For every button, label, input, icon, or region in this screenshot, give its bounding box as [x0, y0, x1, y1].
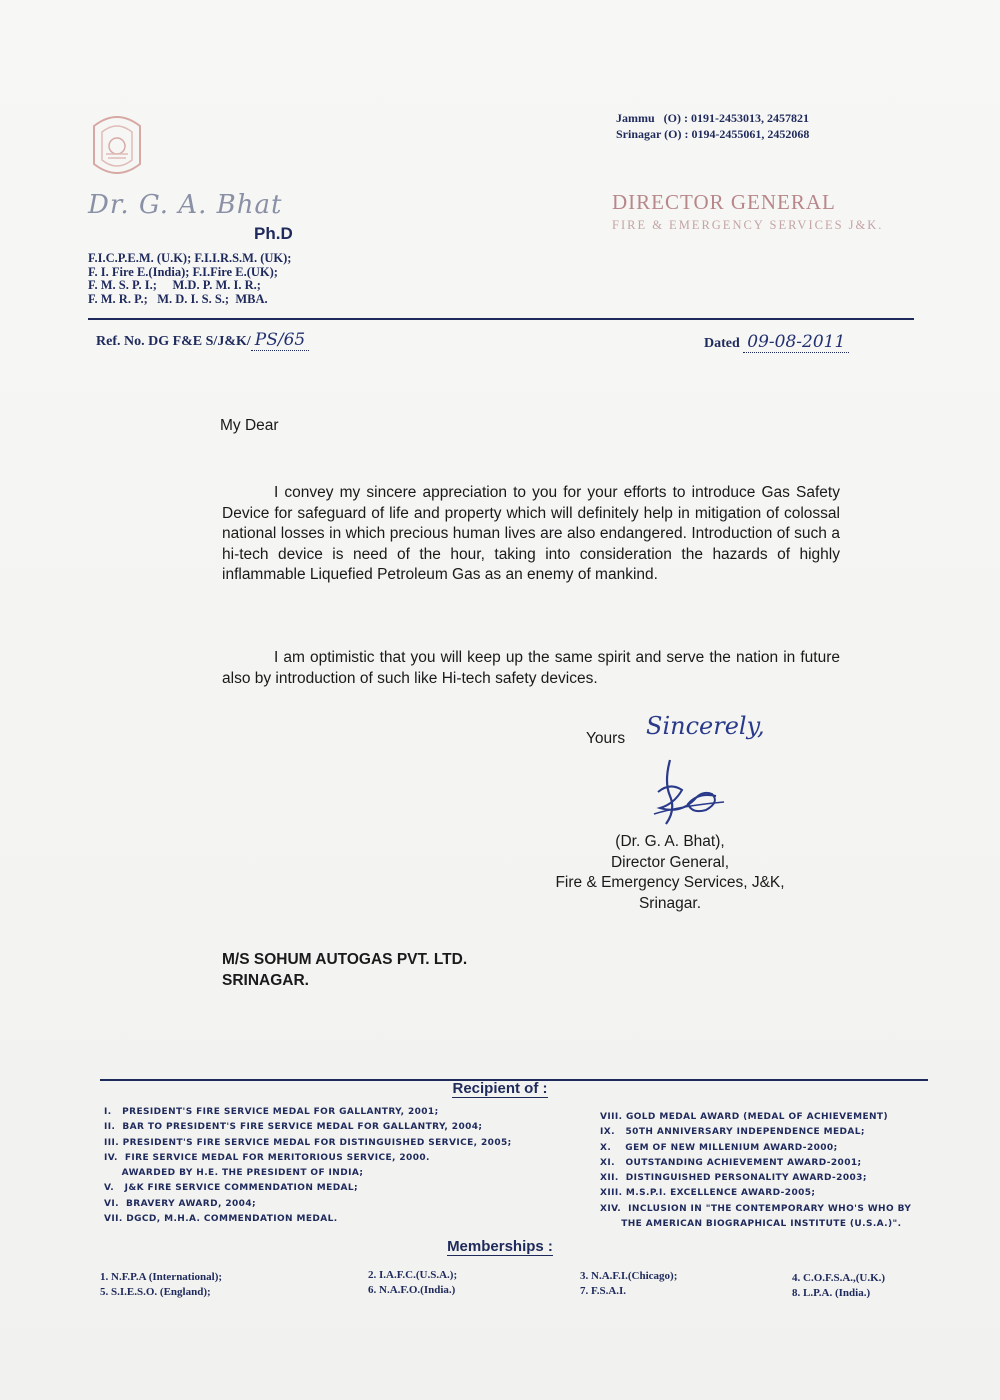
phone-jammu: Jammu (O) : 0191-2453013, 2457821 [616, 111, 809, 125]
award-item: XI. OUTSTANDING ACHIEVEMENT AWARD-2001; [600, 1157, 862, 1168]
handwritten-signature [640, 752, 730, 832]
membership-item: 5. S.I.E.S.O. (England); [100, 1286, 211, 1298]
award-item: II. BAR TO PRESIDENT'S FIRE SERVICE MEDAL FOR GALLANTRY, 2004; [104, 1122, 483, 1133]
award-item: THE AMERICAN BIOGRAPHICAL INSTITUTE (U.S.A.)". [600, 1219, 902, 1230]
qualification-line: F.I.C.P.E.M. (U.K); F.I.I.R.S.M. (UK); [88, 251, 292, 265]
phone-srinagar: Srinagar (O) : 0194-2455061, 2452068 [616, 127, 810, 141]
membership-item: 3. N.A.F.I.(Chicago); [580, 1270, 678, 1282]
award-item: VIII. GOLD MEDAL AWARD (MEDAL OF ACHIEVEMENT) [600, 1112, 888, 1122]
membership-item: 8. L.P.A. (India.) [792, 1287, 871, 1299]
dated-label: Dated [704, 336, 740, 351]
office-title: DIRECTOR GENERAL [612, 190, 836, 214]
degree: Ph.D [254, 224, 293, 243]
membership-column [100, 1270, 222, 1300]
signoff-designation: Director General, [610, 853, 729, 871]
award-item: V. J&K FIRE SERVICE COMMENDATION MEDAL; [104, 1183, 359, 1194]
paragraph-appreciation: I convey my sincere appreciation to you for your efforts to introduce Gas Safety Device for safeguard of life and property which will definitely help in mitigation of colossal national losses in which precious human lives are also endangered. Introduction of such a hi-tech device is need of the hour, taking into consideration the hazards of highly inflammable Liquefied Petroleum Gas as an enemy of mankind. [222, 484, 840, 583]
signoff-name: (Dr. G. A. Bhat), [615, 833, 725, 850]
reference-number [96, 330, 309, 350]
paragraph-optimism: I am optimistic that you will keep up the same spirit and serve the nation in future also by introduction of such like Hi-tech safety devices. [222, 649, 840, 687]
award-item: I. PRESIDENT'S FIRE SERVICE MEDAL FOR GALLANTRY, 2001; [104, 1107, 439, 1117]
membership-item: 1. N.F.P.A (International); [100, 1271, 223, 1283]
emblem-icon [84, 106, 150, 186]
dated [704, 332, 849, 352]
signoff-city: Srinagar. [638, 894, 702, 912]
closing-sincerely-handwritten: Sincerely, [646, 712, 765, 740]
award-item: III. PRESIDENT'S FIRE SERVICE MEDAL FOR DISTINGUISHED SERVICE, 2005; [104, 1137, 512, 1148]
award-item: XIII. M.S.P.I. EXCELLENCE AWARD-2005; [600, 1188, 816, 1199]
qualification-line: F. I. Fire E.(India); F.I.Fire E.(UK); [88, 264, 278, 279]
membership-column [580, 1269, 677, 1299]
letterhead-signature-name: Dr. G. A. Bhat [88, 190, 283, 220]
membership-item: 7. F.S.A.I. [580, 1285, 627, 1297]
office-subtitle: FIRE & EMERGENCY SERVICES J&K. [612, 218, 884, 232]
membership-column [792, 1271, 885, 1301]
award-item: IX. 50TH ANNIVERSARY INDEPENDENCE MEDAL; [600, 1127, 865, 1138]
signoff-block [532, 832, 808, 914]
salutation: My Dear [220, 417, 279, 434]
recipient-heading-text: Recipient of : [452, 1080, 548, 1097]
membership-column [368, 1268, 457, 1298]
award-item: VII. DGCD, M.H.A. COMMENDATION MEDAL. [104, 1214, 338, 1225]
addressee-city: SRINAGAR. [222, 971, 309, 989]
addressee-company: M/S SOHUM AUTOGAS PVT. LTD. [222, 951, 468, 968]
memberships-heading-text: Memberships : [447, 1238, 553, 1255]
qualifications [88, 252, 291, 306]
award-item: IV. FIRE SERVICE MEDAL FOR MERITORIOUS SERVICE, 2000. [104, 1152, 430, 1163]
award-item: XIV. INCLUSION IN "THE CONTEMPORARY WHO'S WHO BY [600, 1203, 912, 1214]
ref-label: Ref. No. DG F&E S/J&K/ [96, 334, 251, 349]
memberships-heading [0, 1238, 1000, 1255]
award-item: X. GEM OF NEW MILLENIUM AWARD-2000; [600, 1142, 838, 1153]
qualification-line: F. M. S. P. I.; M.D. P. M. I. R.; [88, 278, 261, 292]
addressee [222, 950, 467, 991]
ref-handwritten-number: PS/65 [251, 330, 309, 351]
award-item: VI. BRAVERY AWARD, 2004; [104, 1198, 256, 1209]
award-item: AWARDED BY H.E. THE PRESIDENT OF INDIA; [104, 1168, 364, 1179]
header-divider [88, 318, 914, 320]
recipient-heading [0, 1080, 1000, 1097]
awards-list-right [600, 1110, 930, 1232]
handwritten-date: 09-08-2011 [743, 332, 849, 353]
membership-item: 2. I.A.F.C.(U.S.A.); [368, 1269, 458, 1281]
phone-numbers [616, 110, 809, 142]
membership-item: 4. C.O.F.S.A.,(U.K.) [792, 1272, 886, 1284]
membership-item: 6. N.A.F.O.(India.) [368, 1284, 456, 1296]
award-item: XII. DISTINGUISHED PERSONALITY AWARD-2003; [600, 1173, 867, 1184]
closing-yours: Yours [586, 730, 626, 747]
awards-list-left [104, 1105, 574, 1227]
qualification-line: F. M. R. P.; M. D. I. S. S.; MBA. [88, 291, 268, 306]
signoff-department: Fire & Emergency Services, J&K, [555, 874, 785, 891]
